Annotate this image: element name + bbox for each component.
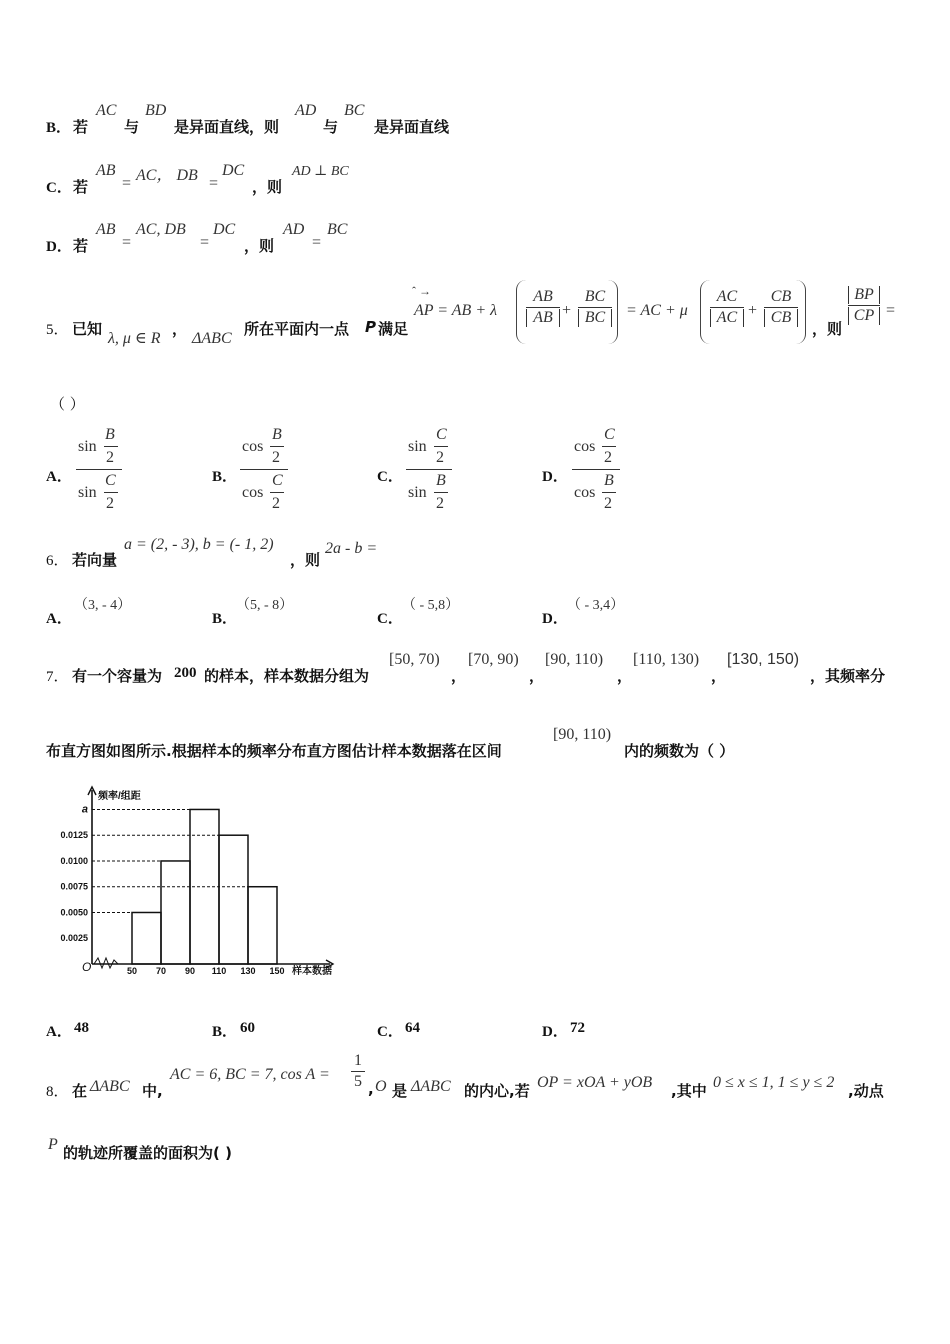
math: AC， DB <box>136 167 198 184</box>
option-label: B． <box>46 120 72 136</box>
plus: + <box>748 302 758 319</box>
fraction: BP CP <box>848 286 880 325</box>
question-number: 6． <box>46 553 69 569</box>
math: OP = xOA + yOB <box>537 1074 653 1091</box>
y-axis-label: 频率/组距 <box>98 791 141 802</box>
math: 0 ≤ x ≤ 1, 1 ≤ y ≤ 2 <box>713 1074 835 1091</box>
bar <box>602 446 616 447</box>
math: BC <box>327 221 348 238</box>
text: ， <box>529 667 545 685</box>
text: ， <box>617 667 633 685</box>
text: 所在平面内一点 <box>244 320 350 338</box>
text: 与 <box>124 118 140 136</box>
text: 是 <box>392 1082 408 1100</box>
math: ΔABC <box>411 1078 451 1095</box>
math: BD <box>145 102 167 119</box>
bar <box>104 492 118 493</box>
math: O <box>375 1078 387 1095</box>
text: ，则 <box>244 237 275 255</box>
text: 若向量 <box>72 551 118 569</box>
bar <box>602 492 616 493</box>
math: AC = 6, BC = 7, cos A = <box>170 1066 330 1083</box>
x-tick-label: 110 <box>211 966 227 976</box>
math: DC <box>222 162 245 179</box>
group: [130, 150) <box>727 651 800 668</box>
text: 中, <box>142 1082 163 1100</box>
math: ΔABC <box>192 330 232 347</box>
text: ,其中 <box>671 1082 707 1100</box>
group: [110, 130) <box>633 651 700 668</box>
fn: sin <box>78 438 97 455</box>
math: = AC + μ <box>626 302 688 319</box>
y-tick-label: 0.0075 <box>60 881 88 892</box>
text: 是异面直线 <box>374 118 450 136</box>
two: 2 <box>272 495 280 512</box>
text: 的内心,若 <box>464 1082 530 1100</box>
fraction-bar <box>76 469 122 470</box>
option-label: C． <box>377 469 403 485</box>
fraction: 1 5 <box>351 1052 365 1091</box>
option-label: D． <box>542 1024 568 1040</box>
y-tick-label: 0.0025 <box>60 933 88 944</box>
question-number: 7． <box>46 669 69 685</box>
axis-break-zigzag <box>94 958 118 968</box>
plus: + <box>562 302 572 319</box>
text: 若 <box>73 118 89 136</box>
option-value: 72 <box>570 1020 585 1036</box>
fraction: BC BC <box>578 288 612 327</box>
var: B <box>436 472 446 489</box>
two: 2 <box>106 449 114 466</box>
fn: cos <box>242 438 264 455</box>
text: 200 <box>174 665 197 681</box>
origin-label: O <box>82 960 92 974</box>
text: ， <box>711 667 727 685</box>
math: ΔABC <box>90 1078 130 1095</box>
fraction: AB AB <box>526 288 560 327</box>
fn: sin <box>408 484 427 501</box>
math: = <box>886 302 896 319</box>
text: 布直方图如图所示.根据样本的频率分布直方图估计样本数据落在区间 <box>46 742 502 760</box>
var: C <box>105 472 116 489</box>
text: 已知 <box>72 320 103 338</box>
option-value: （ - 5,8） <box>402 598 460 613</box>
text: 内的频数为（ ） <box>624 742 735 760</box>
option-value: （5, - 8） <box>236 598 294 613</box>
fn: cos <box>574 484 596 501</box>
text: ,动点 <box>848 1082 884 1100</box>
fraction: AC AC <box>710 288 744 327</box>
two: 2 <box>436 449 444 466</box>
math: AP = AB + λ <box>414 302 498 319</box>
y-tick-label: 0.0050 <box>60 907 88 918</box>
fraction-bar <box>240 469 288 470</box>
text: 若 <box>73 178 89 196</box>
option-value: 64 <box>405 1020 420 1036</box>
option-value: （ - 3,4） <box>567 598 625 613</box>
text: ，其频率分 <box>810 667 886 685</box>
math: AD ⊥ BC <box>292 164 349 179</box>
text: , <box>368 1080 374 1098</box>
text: ，则 <box>290 551 321 569</box>
option-label: D． <box>46 239 72 255</box>
group: [50, 70) <box>389 651 440 668</box>
histogram-bar <box>161 861 190 964</box>
question-number: 8． <box>46 1084 69 1100</box>
text: 满足 <box>378 320 409 338</box>
math: = <box>200 234 210 251</box>
math: P <box>48 1136 58 1153</box>
math: = <box>122 175 132 192</box>
fn: sin <box>78 484 97 501</box>
histogram-bar <box>132 912 161 964</box>
math: = <box>312 234 322 251</box>
y-tick-label: 0.0100 <box>60 855 88 866</box>
x-axis-label: 样本数据 <box>292 966 332 977</box>
text: P <box>365 318 376 336</box>
option-label: D． <box>542 469 568 485</box>
interval: [90, 110) <box>553 726 612 743</box>
option-value: 60 <box>240 1020 255 1036</box>
text: ， <box>172 320 188 338</box>
math: a = (2, - 3), b = (- 1, 2) <box>124 536 274 553</box>
var: C <box>272 472 283 489</box>
math: AC, DB <box>136 221 186 238</box>
two: 2 <box>604 495 612 512</box>
var: B <box>272 426 282 443</box>
bar <box>104 446 118 447</box>
option-label: C． <box>377 1024 403 1040</box>
two: 2 <box>436 495 444 512</box>
bar <box>434 492 448 493</box>
math: AD <box>295 102 317 119</box>
bar <box>270 446 284 447</box>
bar <box>270 492 284 493</box>
option-label: A． <box>46 1024 72 1040</box>
x-tick-label: 70 <box>155 966 167 976</box>
fn: cos <box>574 438 596 455</box>
text: ，则 <box>812 320 843 338</box>
text: 的轨迹所覆盖的面积为( ) <box>63 1144 232 1162</box>
text: ， <box>451 667 467 685</box>
fn: sin <box>408 438 427 455</box>
x-tick-label: 150 <box>269 966 285 976</box>
frequency-histogram <box>40 784 350 984</box>
math: λ, μ ∈ R <box>108 330 161 347</box>
histogram-bar <box>219 835 248 964</box>
var: B <box>604 472 614 489</box>
math: BC <box>344 102 365 119</box>
option-label: B． <box>212 1024 238 1040</box>
text: 是异面直线，则 <box>174 118 280 136</box>
fraction-bar <box>572 469 620 470</box>
math: AD <box>283 221 305 238</box>
option-value: （3, - 4） <box>74 598 132 613</box>
text: 在 <box>72 1082 88 1100</box>
y-tick-label: 0.0125 <box>60 830 88 841</box>
text: 的样本，样本数据分组为 <box>204 667 370 685</box>
option-label: B． <box>212 611 238 627</box>
option-label: A． <box>46 611 72 627</box>
option-value: 48 <box>74 1020 89 1036</box>
two: 2 <box>106 495 114 512</box>
fraction-bar <box>406 469 452 470</box>
var: B <box>105 426 115 443</box>
math: = <box>122 234 132 251</box>
fn: cos <box>242 484 264 501</box>
x-tick-label: 90 <box>184 966 196 976</box>
answer-paren: （ ） <box>50 395 85 413</box>
group: [70, 90) <box>468 651 519 668</box>
bar <box>434 446 448 447</box>
vector-arrows: ˆ → <box>412 284 431 298</box>
x-tick-label: 50 <box>126 966 138 976</box>
option-label: C． <box>46 180 72 196</box>
text: ，则 <box>252 178 283 196</box>
text: 若 <box>73 237 89 255</box>
math: DC <box>213 221 236 238</box>
histogram-bar <box>248 887 277 964</box>
var: C <box>604 426 615 443</box>
option-label: A． <box>46 469 72 485</box>
math: 2a - b = <box>325 540 378 557</box>
var: C <box>436 426 447 443</box>
text: 与 <box>323 118 339 136</box>
group: [90, 110) <box>545 651 604 668</box>
math: AB <box>96 162 116 179</box>
math: = <box>209 175 219 192</box>
x-tick-label: 130 <box>240 966 256 976</box>
option-label: B． <box>212 469 238 485</box>
math: AC <box>96 102 117 119</box>
fraction: CB CB <box>764 288 798 327</box>
math: AB <box>96 221 116 238</box>
option-label: D． <box>542 611 568 627</box>
y-top-label: a <box>81 803 88 816</box>
option-label: C． <box>377 611 403 627</box>
question-number: 5． <box>46 322 69 338</box>
text: 有一个容量为 <box>72 667 163 685</box>
two: 2 <box>272 449 280 466</box>
two: 2 <box>604 449 612 466</box>
